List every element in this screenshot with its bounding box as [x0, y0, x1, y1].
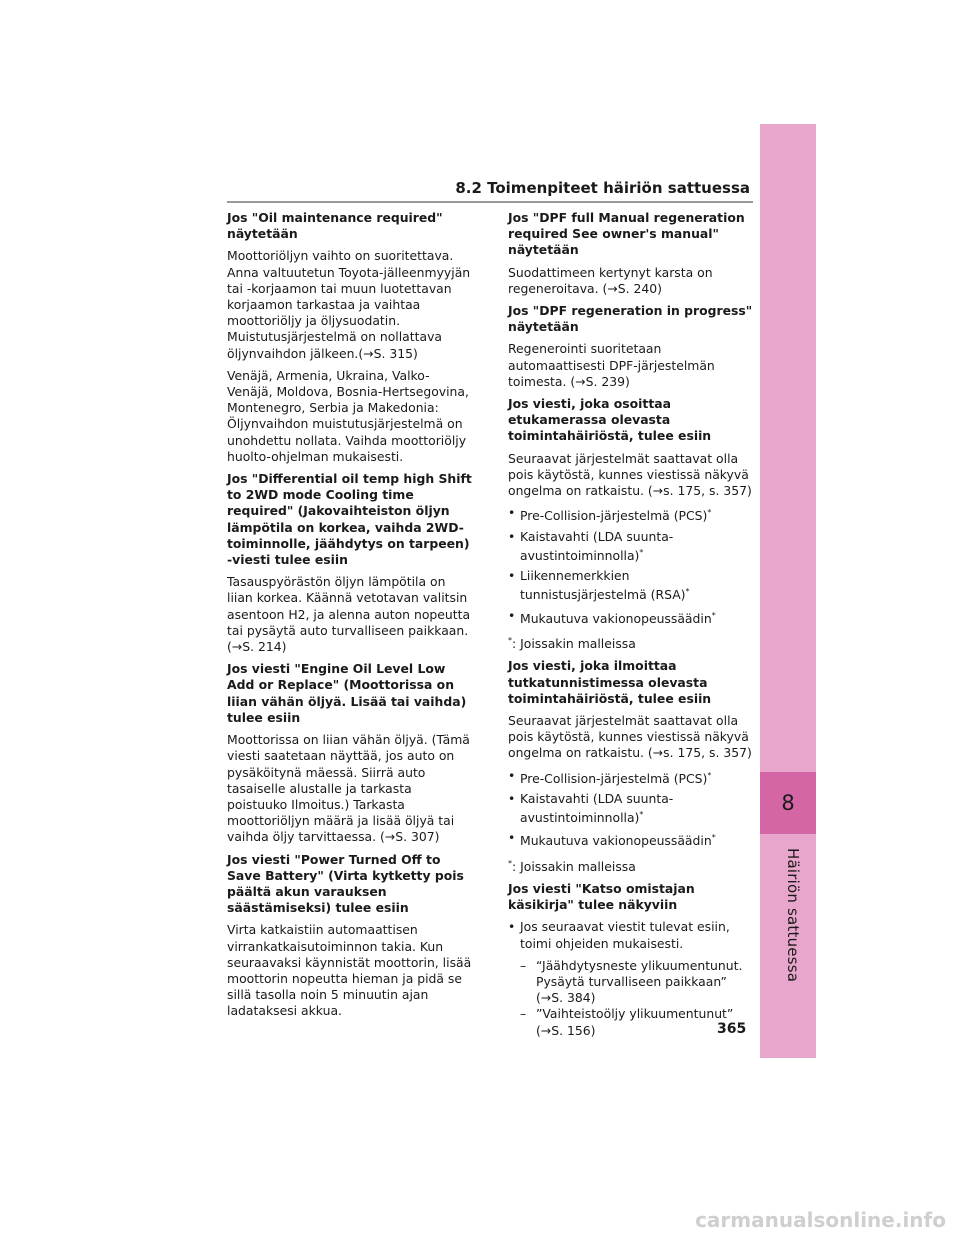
paragraph: Seuraavat järjestelmät saattavat olla pois käytöstä, kunnes viestissä näkyvä ongelma on ratkaistu. (→s. 175, s. 357)	[508, 450, 752, 499]
system-list	[508, 768, 753, 850]
list-item: • Mukautuva vakionopeussäädin*	[508, 830, 753, 849]
right-column	[508, 210, 753, 1039]
heading-oil-maintenance: Jos "Oil maintenance required" näytetään	[227, 210, 443, 242]
heading-differential-oil: Jos "Differential oil temp high Shift to 2WD mode Cooling time required" (Jakovaihteiston öljyn lämpötila on korkea, vaihda 2WD-toiminnolle, jäähdytys on tarpeen) -viesti tulee esiin	[227, 471, 472, 568]
paragraph: Suodattimeen kertynyt karsta on regeneroitava. (→S. 240)	[508, 264, 713, 296]
heading-owners-manual: Jos viesti "Katso omistajan käsikirja" tulee näkyviin	[508, 881, 695, 913]
instruction-list	[508, 919, 753, 951]
heading-dpf-full: Jos "DPF full Manual regeneration required See owner's manual" näytetään	[508, 210, 745, 258]
heading-front-camera: Jos viesti, joka osoittaa etukamerassa olevasta toimintahäiriöstä, tulee esiin	[508, 396, 712, 444]
system-list	[508, 505, 753, 627]
list-item: • Mukautuva vakionopeussäädin*	[508, 608, 753, 627]
paragraph: Tasauspyörästön öljyn lämpötila on liian korkea. Käännä vetotavan valitsin asentoon H2, ja alenna auton nopeutta tai pysäytä auto turvalliseen paikkaan. (→S. 214)	[227, 574, 471, 655]
footnote: *: Joissakin malleissa	[508, 635, 636, 652]
chapter-number: 8	[781, 791, 795, 815]
list-item: • Liikennemerkkien tunnistusjärjestelmä (RSA)*	[508, 568, 753, 604]
paragraph: Moottorissa on liian vähän öljyä. (Tämä viesti saatetaan näyttää, jos auto on pysäköitynä mäessä. Siirrä auto tasaiselle alustalle ja tarkasta poistuuko Ilmoitus.) Tarkasta moottoriöljyn määrä ja lisää öljyä tai vaihda öljy tarvittaessa. (→S. 307)	[227, 732, 470, 845]
section-title: 8.2 Toimenpiteet häiriön sattuessa	[455, 179, 750, 197]
watermark: carmanualsonline.info	[695, 1208, 946, 1232]
dash-item: – “Jäähdytysneste ylikuumentunut. Pysäytä turvalliseen paikkaan” (→S. 384)	[520, 958, 753, 1007]
paragraph: Moottoriöljyn vaihto on suoritettava. Anna valtuutetun Toyota-jälleenmyyjän tai -korjaamon tai muun luotettavan korjaamon tarkastaa ja vaihtaa moottoriöljy ja öljysuodatin. Muistutusjärjestelmä on nollattava öljynvaihdon jälkeen.(→S. 315)	[227, 248, 471, 361]
header-divider	[227, 201, 753, 203]
dash-item: – ”Vaihteistoöljy ylikuumentunut” (→S. 156)	[520, 1006, 753, 1038]
chapter-number-tab	[760, 772, 816, 834]
paragraph: Seuraavat järjestelmät saattavat olla pois käytöstä, kunnes viestissä näkyvä ongelma on ratkaistu. (→s. 175, s. 357)	[508, 712, 752, 761]
page-number: 365	[717, 1021, 747, 1037]
paragraph: Venäjä, Armenia, Ukraina, Valko-Venäjä, Moldova, Bosnia-Hertsegovina, Montenegro, Serbia ja Makedonia: Öljynvaihdon muistutusjärjestelmä on unohdettu nollata. Vaihda moottoriöljy huolto-ohjelman mukaisesti.	[227, 367, 469, 464]
footer	[0, 1202, 960, 1242]
list-item: • Pre-Collision-järjestelmä (PCS)*	[508, 505, 753, 524]
heading-radar-sensor: Jos viesti, joka ilmoittaa tutkatunnistimessa olevasta toimintahäiriöstä, tulee esiin	[508, 658, 712, 706]
heading-engine-oil-low: Jos viesti "Engine Oil Level Low Add or Replace" (Moottorissa on liian vähän öljyä. Lisää tai vaihda) tulee esiin	[227, 661, 467, 725]
footnote: *: Joissakin malleissa	[508, 858, 636, 874]
list-item: • Pre-Collision-järjestelmä (PCS)*	[508, 768, 753, 787]
chapter-title-vertical: Häiriön sattuessa	[784, 848, 802, 983]
left-column	[227, 210, 472, 1026]
paragraph: Virta katkaistiin automaattisen virrankatkaisutoiminnon takia. Kun seuraavaksi käynnistät moottorin, lisää moottorin nopeutta hieman ja pidä se sillä tasolla noin 5 minuutin ajan ladataksesi akkua.	[227, 922, 472, 1019]
paragraph: Regenerointi suoritetaan automaattisesti DPF-järjestelmän toimesta. (→S. 239)	[508, 341, 715, 389]
heading-dpf-regeneration: Jos "DPF regeneration in progress" näytetään	[508, 303, 753, 335]
list-item: • Kaistavahti (LDA suunta-avustintoiminnolla)*	[508, 791, 753, 827]
list-item: • Jos seuraavat viestit tulevat esiin, toimi ohjeiden mukaisesti.	[508, 919, 753, 951]
heading-power-turned-off: Jos viesti "Power Turned Off to Save Battery" (Virta kytketty pois päältä akun varauksen säästämiseksi) tulee esiin	[227, 851, 464, 916]
list-item: • Kaistavahti (LDA suunta-avustintoiminnolla)*	[508, 529, 753, 565]
